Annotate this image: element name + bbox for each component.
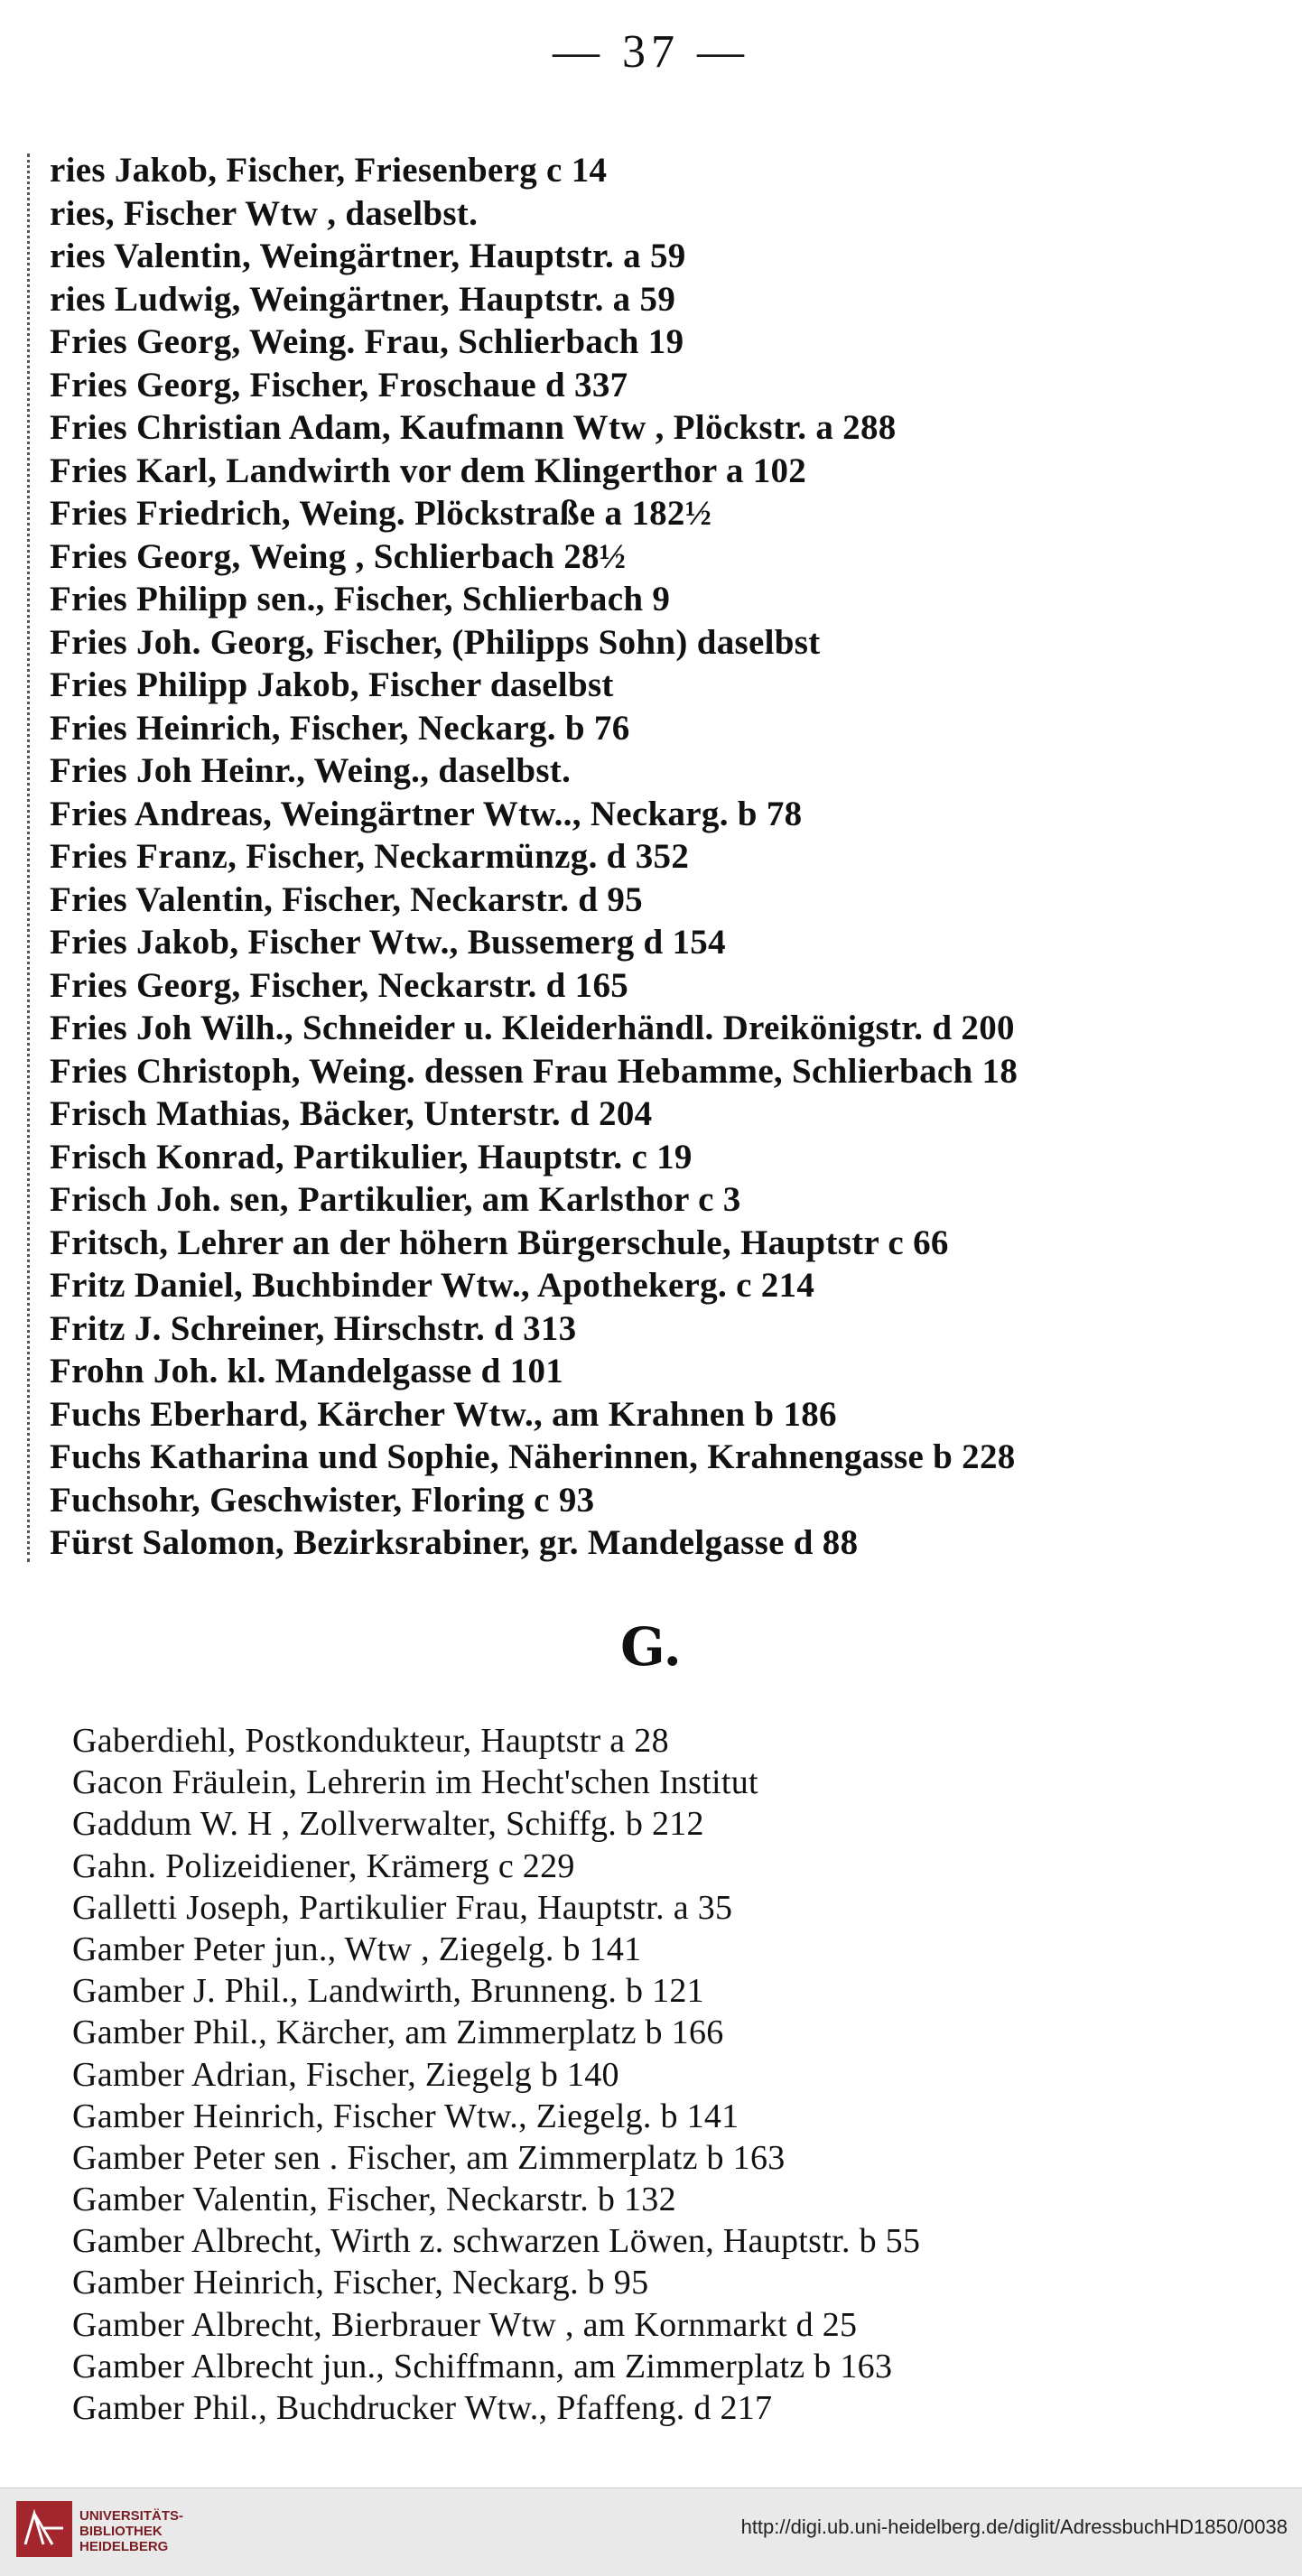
directory-entry: Gamber Albrecht, Bierbrauer Wtw , am Kornmarkt d 25 <box>72 2305 858 2344</box>
directory-entry: Gamber Albrecht, Wirth z. schwarzen Löwen, Hauptstr. b 55 <box>72 2222 921 2261</box>
library-name: UNIVERSITÄTS- BIBLIOTHEK HEIDELBERG <box>79 2508 184 2554</box>
entries-list-g <box>72 1720 1273 2429</box>
directory-entry: Fries Georg, Weing , Schlierbach 28½ <box>50 536 627 576</box>
directory-entry: Gamber Phil., Kärcher, am Zimmerplatz b 166 <box>72 2013 724 2052</box>
viewer-footer <box>0 2488 1302 2576</box>
directory-entry: ries Valentin, Weingärtner, Hauptstr. a 59 <box>50 237 686 275</box>
directory-entry: Fuchs Eberhard, Kärcher Wtw., am Krahnen b 186 <box>50 1394 837 1434</box>
directory-entry: Fries Joh. Georg, Fischer, (Philipps Sohn) daselbst <box>50 622 821 662</box>
directory-entry: Fries Karl, Landwirth vor dem Klingerthor a 102 <box>50 451 807 490</box>
directory-entry: Fries Georg, Weing. Frau, Schlierbach 19 <box>50 322 684 361</box>
directory-entry: Gaberdiehl, Postkondukteur, Hauptstr a 28 <box>72 1722 669 1760</box>
directory-entry: Galletti Joseph, Partikulier Frau, Hauptstr. a 35 <box>72 1888 733 1927</box>
directory-entry: Fries Philipp Jakob, Fischer daselbst <box>50 665 614 704</box>
directory-entry: Frisch Mathias, Bäcker, Unterstr. d 204 <box>50 1094 653 1133</box>
page-number: — 37 — <box>553 26 749 78</box>
directory-entry: Fries Philipp sen., Fischer, Schlierbach 9 <box>50 580 671 618</box>
source-url-link[interactable]: http://digi.ub.uni-heidelberg.de/diglit/AdressbuchHD1850/0038 <box>740 2516 1288 2538</box>
directory-entry: ries Ludwig, Weingärtner, Hauptstr. a 59 <box>50 279 676 319</box>
directory-entry: Gamber Phil., Buchdrucker Wtw., Pfaffeng. d 217 <box>72 2389 773 2427</box>
directory-entry: Fries Georg, Fischer, Froschaue d 337 <box>50 365 628 405</box>
directory-entry: Gaddum W. H , Zollverwalter, Schiffg. b 212 <box>72 1805 704 1844</box>
directory-entry: Gamber Peter sen . Fischer, am Zimmerplatz b 163 <box>72 2138 786 2177</box>
directory-entry: ries Jakob, Fischer, Friesenberg c 14 <box>50 151 608 190</box>
directory-entry: Fries Jakob, Fischer Wtw., Bussemerg d 154 <box>50 923 726 962</box>
directory-entry: Fries Valentin, Fischer, Neckarstr. d 95 <box>50 879 643 919</box>
directory-entry: Fries Christoph, Weing. dessen Frau Hebamme, Schlierbach 18 <box>50 1051 1018 1091</box>
directory-entry: Fries Christian Adam, Kaufmann Wtw , Plöckstr. a 288 <box>50 408 897 447</box>
directory-entry: Gamber Heinrich, Fischer Wtw., Ziegelg. b 141 <box>72 2097 739 2135</box>
directory-entry: Fuchs Katharina und Sophie, Näherinnen, Krahnengasse b 228 <box>50 1437 1016 1476</box>
section-letter-g: G. <box>620 1616 682 1678</box>
university-logo-icon[interactable] <box>16 2501 72 2557</box>
directory-entry: Gamber Heinrich, Fischer, Neckarg. b 95 <box>72 2264 649 2302</box>
directory-entry: Fries Andreas, Weingärtner Wtw.., Neckarg. b 78 <box>50 794 803 833</box>
directory-entry: Fritsch, Lehrer an der höhern Bürgerschule, Hauptstr c 66 <box>50 1223 949 1262</box>
directory-entry: Fries Joh Heinr., Weing., daselbst. <box>50 751 572 790</box>
directory-entry: Fries Georg, Fischer, Neckarstr. d 165 <box>50 965 629 1005</box>
directory-entry: Fries Joh Wilh., Schneider u. Kleiderhändl. Dreikönigstr. d 200 <box>50 1009 1015 1047</box>
directory-entry: Gamber Albrecht jun., Schiffmann, am Zimmerplatz b 163 <box>72 2347 893 2385</box>
directory-entry: Fries Heinrich, Fischer, Neckarg. b 76 <box>50 708 630 748</box>
directory-entry: Gamber Peter jun., Wtw , Ziegelg. b 141 <box>72 1930 642 1968</box>
directory-entry: Gamber Adrian, Fischer, Ziegelg b 140 <box>72 2055 619 2094</box>
entries-list-f <box>50 149 1251 1565</box>
directory-entry: Fürst Salomon, Bezirksrabiner, gr. Mandelgasse d 88 <box>50 1523 859 1562</box>
directory-entry: ries, Fischer Wtw , daselbst. <box>50 193 479 233</box>
directory-entry: Fritz J. Schreiner, Hirschstr. d 313 <box>50 1308 577 1348</box>
directory-entry: Frisch Konrad, Partikulier, Hauptstr. c 19 <box>50 1137 693 1176</box>
directory-entry: Gahn. Polizeidiener, Krämerg c 229 <box>72 1846 575 1885</box>
directory-entry: Fritz Daniel, Buchbinder Wtw., Apothekerg. c 214 <box>50 1266 815 1305</box>
directory-entry: Gamber J. Phil., Landwirth, Brunneng. b 121 <box>72 1972 704 2011</box>
directory-entry: Gamber Valentin, Fischer, Neckarstr. b 132 <box>72 2181 676 2219</box>
directory-entry: Frisch Joh. sen, Partikulier, am Karlsthor c 3 <box>50 1180 741 1219</box>
directory-entry: Fries Friedrich, Weing. Plöckstraße a 182½ <box>50 494 712 533</box>
directory-entry: Fuchsohr, Geschwister, Floring c 93 <box>50 1480 595 1520</box>
directory-entry: Gacon Fräulein, Lehrerin im Hecht'schen Institut <box>72 1763 758 1802</box>
directory-entry: Frohn Joh. kl. Mandelgasse d 101 <box>50 1352 564 1390</box>
directory-entry: Fries Franz, Fischer, Neckarmünzg. d 352 <box>50 837 690 876</box>
binding-margin <box>27 153 42 1562</box>
